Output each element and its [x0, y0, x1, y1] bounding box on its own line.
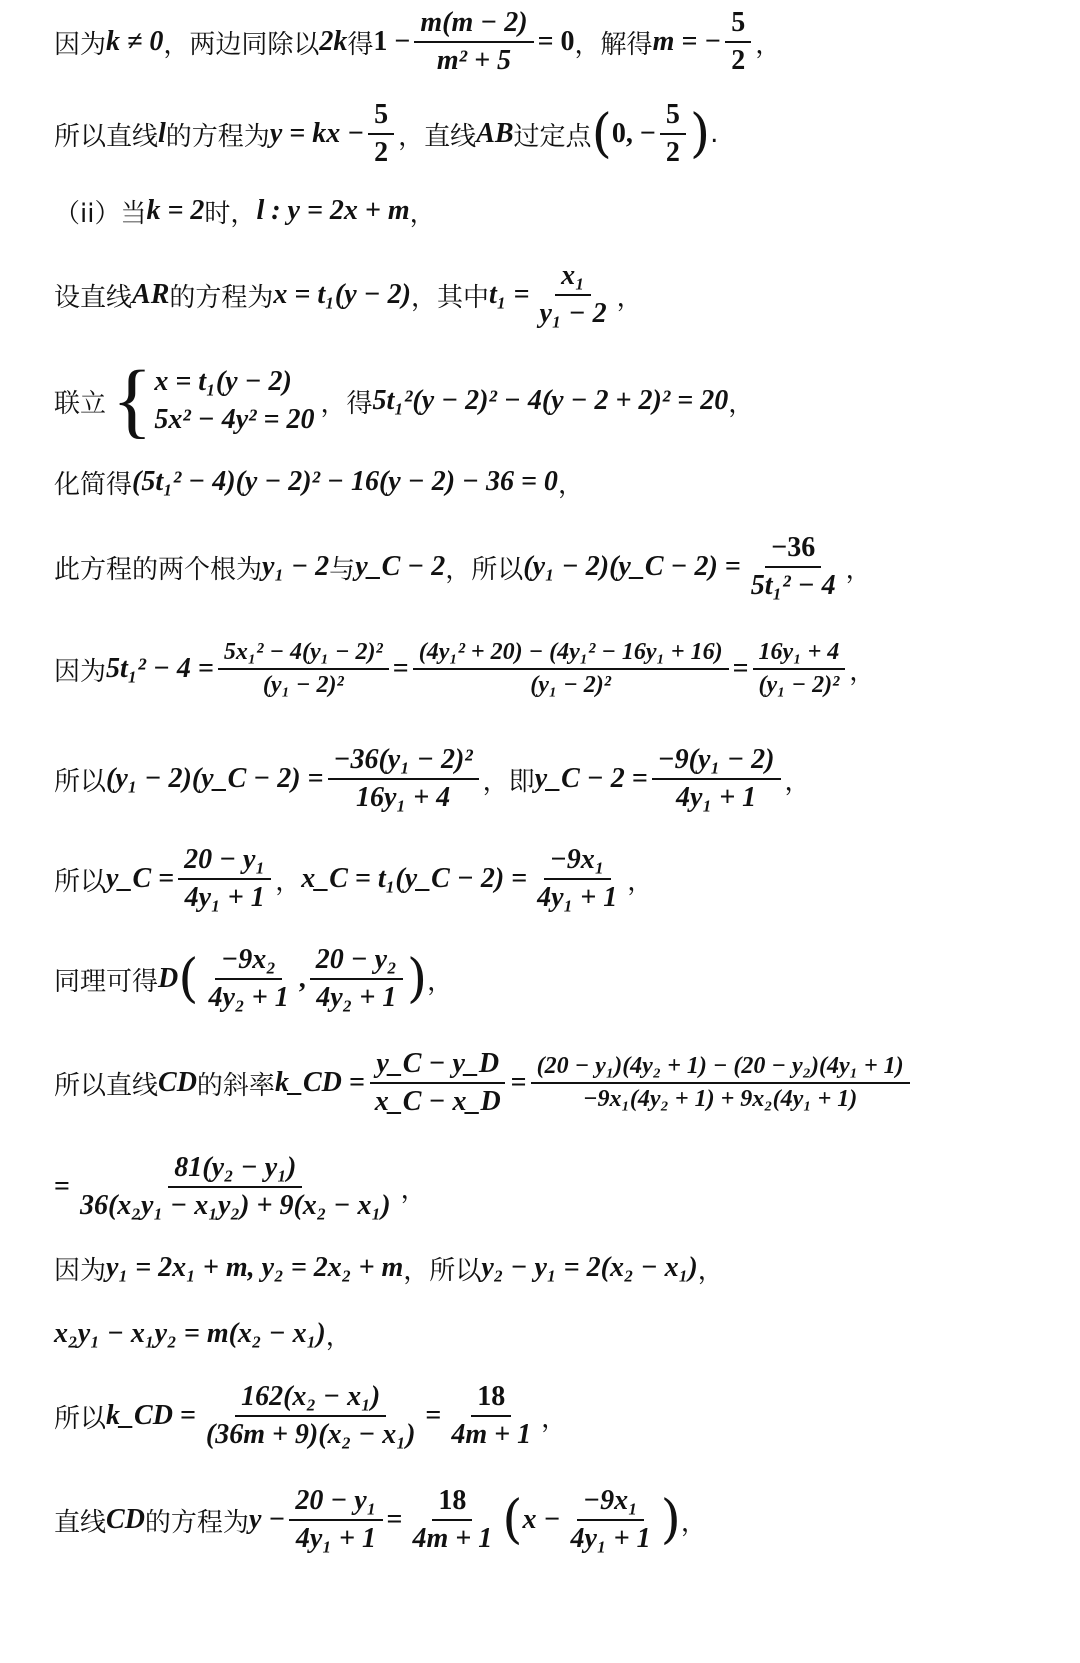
fraction	[753, 639, 846, 699]
fraction	[203, 944, 295, 1014]
denominator: 2	[665, 137, 680, 168]
math: 1 −	[373, 26, 411, 57]
line-17	[54, 1478, 1050, 1562]
fraction	[200, 1381, 422, 1451]
text: 同理可得	[54, 966, 159, 997]
denominator: m² + 5	[436, 45, 512, 76]
math: x −	[522, 1504, 561, 1535]
text: 因为	[54, 656, 107, 687]
math: k = 2	[146, 195, 205, 226]
text: ，	[541, 1403, 568, 1434]
math: y −	[248, 1504, 286, 1535]
math: k_CD =	[106, 1400, 196, 1431]
text: 直线	[54, 1507, 107, 1538]
math: y_C − 2	[355, 551, 446, 582]
text: ，	[627, 866, 654, 897]
denominator: 4y₁ + 1	[676, 782, 757, 813]
line-10	[54, 840, 1050, 918]
denominator: 4m + 1	[412, 1523, 493, 1554]
denominator: 4y₁ + 1	[184, 882, 265, 913]
line-8	[54, 626, 1050, 712]
text: ，	[400, 1174, 427, 1205]
text: 化简得	[54, 469, 133, 500]
comma: ,	[298, 963, 306, 994]
denominator: 4y₁ + 1	[570, 1523, 651, 1554]
equation-system	[112, 354, 315, 447]
text: ，其中	[410, 282, 489, 313]
math: CD	[158, 1067, 197, 1098]
math: AB	[476, 118, 514, 149]
math: 2k	[319, 26, 348, 57]
numerator: 20 − y₂	[310, 944, 403, 980]
line-2	[54, 94, 1050, 174]
math: D	[158, 963, 179, 994]
math: =	[54, 1171, 70, 1202]
line-9	[54, 738, 1050, 820]
text: 联立	[54, 388, 107, 419]
numerator: (20 − y₁)(4y₂ + 1) − (20 − y₂)(4y₁ + 1)	[531, 1053, 910, 1084]
equals: =	[732, 653, 749, 684]
text: 此方程的两个根为	[54, 554, 263, 585]
text: ，	[557, 469, 584, 500]
line-15	[54, 1312, 1050, 1356]
line-1	[54, 2, 1050, 82]
left-paren: (	[502, 1490, 523, 1550]
right-paren: )	[660, 1490, 681, 1550]
fraction	[368, 99, 394, 169]
system-row-1: x = t₁(y − 2)	[154, 366, 292, 397]
numerator: −36(y₁ − 2)²	[328, 744, 479, 780]
fraction	[289, 1485, 382, 1555]
math: t₁ =	[488, 279, 530, 310]
fraction	[178, 844, 271, 914]
denominator: 16y₁ + 4	[356, 782, 451, 813]
line-11	[54, 938, 1050, 1020]
text: ，两边同除以	[163, 29, 320, 60]
right-paren: )	[689, 104, 711, 164]
text: ，	[728, 388, 755, 419]
math: (5t₁² − 4)(y − 2)² − 16(y − 2) − 36 = 0	[132, 466, 558, 497]
text: 设直线	[54, 282, 133, 313]
fraction	[310, 944, 403, 1014]
math: 5t₁²(y − 2)² − 4(y − 2 + 2)² = 20	[372, 385, 729, 416]
text: ，	[427, 966, 454, 997]
denominator: 5t₁² − 4	[750, 570, 836, 601]
math: l : y = 2x + m	[256, 195, 410, 226]
line-6	[54, 460, 1050, 504]
line-16	[54, 1374, 1050, 1458]
numerator: (4y₁² + 20) − (4y₁² − 16y₁ + 16)	[413, 639, 729, 670]
text: 过定点	[513, 121, 592, 152]
math: y₂ − y₁ = 2(x₂ − x₁)	[481, 1252, 698, 1283]
text: ，	[409, 198, 436, 229]
fraction	[414, 7, 533, 77]
numerator: 18	[432, 1485, 472, 1521]
text: ，所以	[403, 1255, 482, 1286]
numerator: 16y₁ + 4	[753, 639, 846, 670]
math: AR	[132, 279, 170, 310]
text: 得	[347, 29, 374, 60]
numerator: 5	[660, 99, 686, 135]
equals: =	[510, 1067, 527, 1098]
fraction	[660, 99, 686, 169]
line-14	[54, 1246, 1050, 1290]
denominator: 2	[374, 137, 389, 168]
math: y₁ = 2x₁ + m, y₂ = 2x₂ + m	[106, 1252, 404, 1283]
denominator: (36m + 9)(x₂ − x₁)	[205, 1419, 416, 1450]
text: 与	[329, 554, 356, 585]
math: x₂y₁ − x₁y₂ = m(x₂ − x₁)	[54, 1318, 326, 1349]
equals: =	[392, 653, 409, 684]
line-5	[54, 356, 1050, 446]
text: .	[710, 119, 719, 149]
fraction	[369, 1048, 507, 1118]
text: ，所以	[445, 554, 524, 585]
text: 的方程为	[165, 121, 270, 152]
text: 的方程为	[144, 1507, 249, 1538]
numerator: 5x₁² − 4(y₁ − 2)²	[218, 639, 389, 670]
fraction	[328, 744, 479, 814]
numerator: y_C − y_D	[370, 1048, 505, 1084]
numerator: 5	[725, 7, 751, 43]
math: CD	[106, 1504, 145, 1535]
denominator: (y₁ − 2)²	[530, 672, 611, 698]
math: 0, −	[611, 118, 656, 149]
math: y = kx −	[269, 118, 365, 149]
text: 所以	[54, 1403, 107, 1434]
equals: =	[386, 1504, 403, 1535]
denominator: x_C − x_D	[374, 1086, 501, 1117]
fraction	[533, 260, 612, 330]
math: y_C − 2 =	[534, 763, 648, 794]
text: （ii）当	[54, 198, 147, 229]
left-paren: (	[178, 949, 199, 1009]
line-13	[54, 1146, 1050, 1228]
numerator: −9x₁	[577, 1485, 644, 1521]
text: 时，	[204, 198, 257, 229]
fraction	[74, 1152, 397, 1222]
line-3	[54, 190, 1050, 232]
text: 所以	[54, 766, 107, 797]
numerator: −9x₂	[215, 944, 282, 980]
fraction	[745, 532, 842, 602]
denominator: −9x₁(4y₂ + 1) + 9x₂(4y₁ + 1)	[582, 1086, 858, 1112]
numerator: 20 − y₁	[178, 844, 271, 880]
text: 的方程为	[169, 282, 274, 313]
math: k_CD =	[274, 1067, 365, 1098]
text: ，即	[482, 766, 535, 797]
line-4	[54, 256, 1050, 334]
math: x = t₁(y − 2)	[273, 279, 411, 310]
text: ，得	[320, 388, 373, 419]
text: ，	[784, 766, 811, 797]
text: ，	[845, 554, 872, 585]
fraction	[218, 639, 389, 699]
text: ，	[680, 1507, 707, 1538]
fraction	[531, 844, 623, 914]
right-paren: )	[406, 949, 428, 1009]
denominator: y₁ − 2	[539, 298, 607, 329]
fraction	[445, 1381, 537, 1451]
text: ，直线	[398, 121, 477, 152]
line-7	[54, 528, 1050, 606]
system-rows	[154, 366, 314, 436]
text: 的斜率	[196, 1070, 275, 1101]
math: x_C = t₁(y_C − 2) =	[301, 863, 528, 894]
equals: =	[425, 1400, 442, 1431]
text: 因为	[54, 29, 107, 60]
numerator: 162(x₂ − x₁)	[235, 1381, 386, 1417]
denominator: 36(x₂y₁ − x₁y₂) + 9(x₂ − x₁)	[79, 1190, 391, 1221]
denominator: (y₁ − 2)²	[758, 672, 840, 698]
left-brace: {	[112, 354, 153, 447]
text: 所以直线	[54, 121, 159, 152]
numerator: 5	[368, 99, 394, 135]
fraction	[652, 744, 781, 814]
denominator: 4y₂ + 1	[316, 982, 397, 1013]
math: (y₁ − 2)(y_C − 2) =	[523, 551, 741, 582]
numerator: −36	[765, 532, 821, 568]
denominator: 4y₁ + 1	[537, 882, 618, 913]
numerator: 20 − y₁	[289, 1485, 382, 1521]
denominator: (y₁ − 2)²	[262, 672, 344, 698]
math: = 0	[537, 26, 575, 57]
denominator: 4y₂ + 1	[208, 982, 289, 1013]
text: ，解得	[574, 29, 653, 60]
numerator: 81(y₂ − y₁)	[168, 1152, 302, 1188]
numerator: −9x₁	[544, 844, 611, 880]
text: ，	[755, 29, 782, 60]
text: 所以直线	[54, 1070, 159, 1101]
math: y₁ − 2	[262, 551, 330, 582]
numerator: m(m − 2)	[414, 7, 533, 43]
text: 所以	[54, 866, 107, 897]
text: ，	[616, 282, 643, 313]
line-12	[54, 1042, 1050, 1124]
text: ，	[325, 1321, 352, 1352]
numerator: 18	[471, 1381, 511, 1417]
math: k ≠ 0	[106, 26, 164, 57]
numerator: −9(y₁ − 2)	[652, 744, 781, 780]
fraction	[413, 639, 729, 699]
text: ，	[275, 866, 302, 897]
math: (y₁ − 2)(y_C − 2) =	[106, 763, 324, 794]
text: ，	[697, 1255, 724, 1286]
numerator: x₁	[555, 260, 591, 296]
fraction	[564, 1485, 656, 1555]
text: 因为	[54, 1255, 107, 1286]
math: m = −	[652, 26, 722, 57]
fraction	[725, 7, 751, 77]
text: ，	[849, 656, 876, 687]
denominator: 4m + 1	[451, 1419, 532, 1450]
left-paren: (	[591, 104, 612, 164]
math: 5t₁² − 4 =	[106, 653, 214, 684]
math: y_C =	[106, 863, 175, 894]
denominator: 2	[731, 45, 746, 76]
fraction	[531, 1053, 910, 1113]
system-row-2: 5x² − 4y² = 20	[154, 404, 315, 435]
denominator: 4y₁ + 1	[295, 1523, 376, 1554]
math: l	[158, 118, 166, 149]
fraction	[406, 1485, 498, 1555]
